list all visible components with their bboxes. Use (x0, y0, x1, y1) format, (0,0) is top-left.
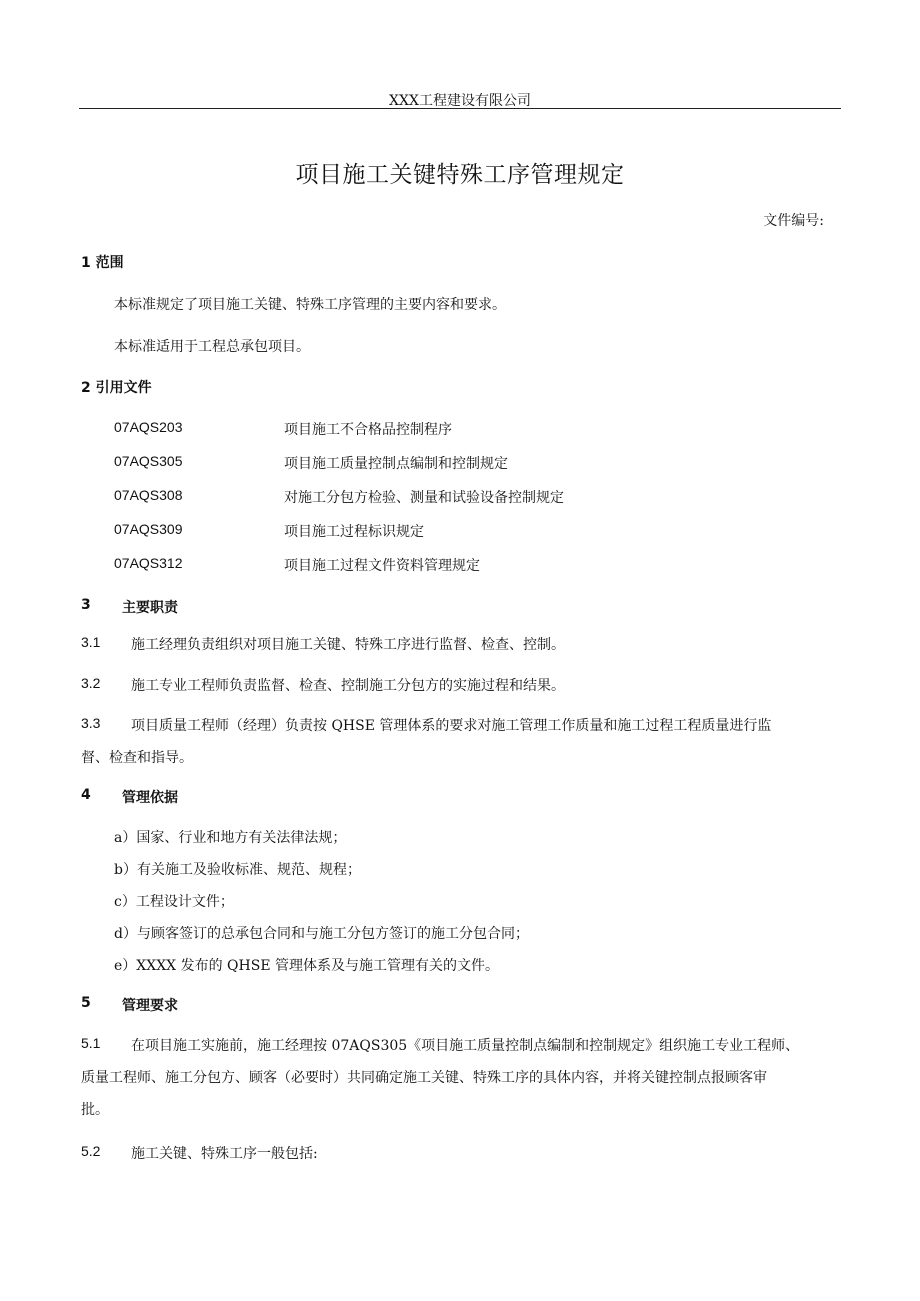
clause-number: 5.1 (81, 1035, 101, 1051)
clause-text: 施工专业工程师负责监督、检查、控制施工分包方的实施过程和结果。 (131, 678, 565, 694)
section-3-number: 3 (81, 597, 91, 613)
clause-number: 3.2 (81, 675, 101, 691)
reference-title: 项目施工过程文件资料管理规定 (284, 558, 480, 574)
basis-item: c）工程设计文件； (114, 894, 234, 910)
clause-text-line-2: 质量工程师、施工分包方、顾客（必要时）共同确定施工关键、特殊工序的具体内容，并将关键控制点报顾客审 (81, 1070, 767, 1086)
clause-text-line-2: 督、检查和指导。 (81, 750, 193, 766)
clause-text: 施工经理负责组织对项目施工关键、特殊工序进行监督、检查、控制。 (131, 637, 565, 653)
basis-item: e）XXXX 发布的 QHSE 管理体系及与施工管理有关的文件。 (114, 958, 499, 974)
reference-code: 07AQS203 (114, 419, 183, 435)
reference-code: 07AQS308 (114, 487, 183, 503)
company-header: XXX工程建设有限公司 (389, 93, 531, 109)
reference-code: 07AQS305 (114, 453, 183, 469)
section-1-paragraph-1: 本标准规定了项目施工关键、特殊工序管理的主要内容和要求。 (114, 297, 506, 313)
reference-title: 项目施工不合格品控制程序 (284, 422, 452, 438)
clause-number: 3.1 (81, 634, 101, 650)
basis-item: d）与顾客签订的总承包合同和与施工分包方签订的施工分包合同； (114, 926, 529, 942)
reference-title: 项目施工质量控制点编制和控制规定 (284, 456, 508, 472)
clause-number: 5.2 (81, 1143, 101, 1159)
section-1-heading: 1 范围 (81, 255, 124, 271)
doc-number-label: 文件编号: (763, 213, 824, 229)
clause-text-line-1: 在项目施工实施前，施工经理按 07AQS305《项目施工质量控制点编制和控制规定》组织施工专业工程师、 (131, 1038, 800, 1054)
header-divider (79, 108, 841, 109)
reference-title: 项目施工过程标识规定 (284, 524, 424, 540)
section-4-number: 4 (81, 787, 91, 803)
reference-title: 对施工分包方检验、测量和试验设备控制规定 (284, 490, 564, 506)
reference-code: 07AQS309 (114, 521, 183, 537)
basis-item: b）有关施工及验收标准、规范、规程； (114, 862, 361, 878)
clause-number: 3.3 (81, 715, 101, 731)
clause-text-line-1: 项目质量工程师（经理）负责按 QHSE 管理体系的要求对施工管理工作质量和施工过程工程质量进行监 (131, 718, 772, 734)
section-3-heading: 主要职责 (122, 600, 178, 616)
clause-text-line-3: 批。 (81, 1102, 109, 1118)
section-5-heading: 管理要求 (122, 998, 178, 1014)
section-2-heading: 2 引用文件 (81, 380, 152, 396)
basis-item: a）国家、行业和地方有关法律法规； (114, 830, 347, 846)
clause-text: 施工关键、特殊工序一般包括: (131, 1146, 318, 1162)
reference-code: 07AQS312 (114, 555, 183, 571)
section-5-number: 5 (81, 995, 91, 1011)
section-4-heading: 管理依据 (122, 790, 178, 806)
section-1-paragraph-2: 本标准适用于工程总承包项目。 (114, 339, 310, 355)
document-title: 项目施工关键特殊工序管理规定 (295, 162, 625, 188)
